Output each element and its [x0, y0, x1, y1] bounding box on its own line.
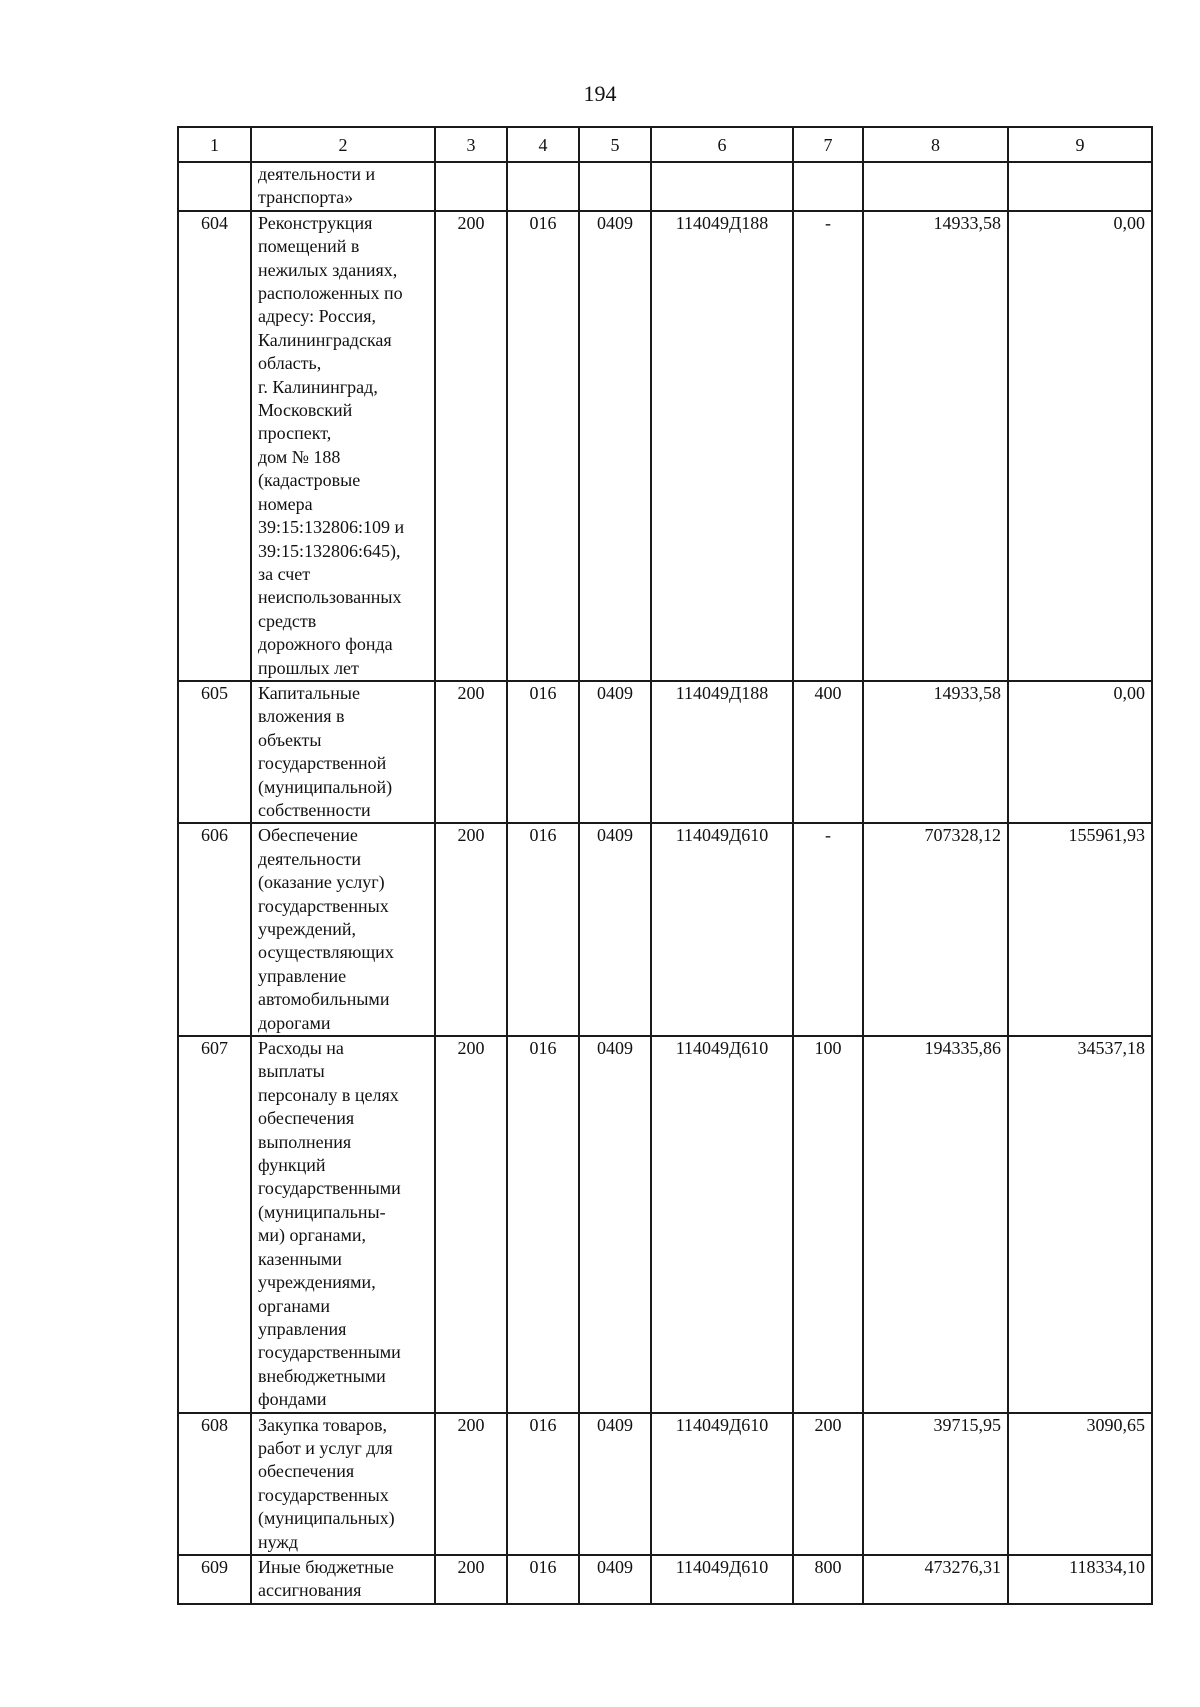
- row-name-line: обеспечения: [258, 1108, 355, 1129]
- row-name-line: персоналу в целях: [258, 1084, 399, 1105]
- row-name-line: государственных: [258, 895, 389, 916]
- row-name: [251, 1555, 435, 1604]
- cell-col5: 0409: [579, 823, 651, 1036]
- row-name-line: (муниципальны-: [258, 1201, 386, 1222]
- row-name: [251, 823, 435, 1036]
- cell-col8: 14933,58: [863, 681, 1008, 823]
- row-name-line: государственной: [258, 753, 387, 774]
- column-header: 3: [435, 127, 507, 162]
- row-name-line: прошлых лет: [258, 657, 359, 678]
- row-name-line: Реконструкция: [258, 212, 373, 233]
- row-name-line: расположенных по: [258, 283, 403, 304]
- cell-col5: 0409: [579, 1555, 651, 1604]
- cell-col3: 200: [435, 1036, 507, 1413]
- column-header: 8: [863, 127, 1008, 162]
- row-name-line: государственными: [258, 1178, 401, 1199]
- row-name-line: транспорта»: [258, 187, 354, 208]
- cell-col8: 707328,12: [863, 823, 1008, 1036]
- cell-col7: [793, 162, 863, 211]
- cell-col4: 016: [507, 1036, 579, 1413]
- table-body: [178, 162, 1152, 1604]
- row-name-line: выполнения: [258, 1131, 352, 1152]
- row-name-line: дорожного фонда: [258, 634, 393, 655]
- row-name: [251, 1413, 435, 1555]
- cell-col7: 100: [793, 1036, 863, 1413]
- cell-col6: 114049Д610: [651, 1413, 793, 1555]
- table-row: [178, 211, 1152, 681]
- row-name-line: помещений в: [258, 236, 360, 257]
- row-name-line: средств: [258, 610, 317, 631]
- row-number: 607: [178, 1036, 251, 1413]
- row-name-line: Закупка товаров,: [258, 1414, 387, 1435]
- row-name-line: деятельности: [258, 848, 362, 869]
- row-name-line: обеспечения: [258, 1461, 355, 1482]
- column-header: 2: [251, 127, 435, 162]
- row-name-line: 39:15:132806:109 и: [258, 517, 405, 538]
- budget-table: [177, 126, 1153, 1605]
- cell-col5: [579, 162, 651, 211]
- row-name-line: номера: [258, 493, 313, 514]
- row-name-line: казенными: [258, 1248, 342, 1269]
- row-name-line: вложения в: [258, 706, 345, 727]
- cell-col3: 200: [435, 211, 507, 681]
- row-name-line: деятельности и: [258, 164, 376, 184]
- row-name-line: осуществляющих: [258, 942, 394, 963]
- cell-col5: 0409: [579, 681, 651, 823]
- cell-col5: 0409: [579, 1036, 651, 1413]
- row-number: [178, 162, 251, 211]
- row-name-line: Калининградская: [258, 329, 392, 350]
- row-name-line: проспект,: [258, 423, 332, 444]
- row-name-line: (оказание услуг): [258, 872, 385, 893]
- cell-col8: [863, 162, 1008, 211]
- cell-col6: [651, 162, 793, 211]
- row-name-line: адресу: Россия,: [258, 306, 377, 327]
- row-name-line: (кадастровые: [258, 470, 361, 491]
- row-name-line: ассигнования: [258, 1580, 362, 1601]
- row-number: 609: [178, 1555, 251, 1604]
- row-name-line: неиспользованных: [258, 587, 402, 608]
- row-name-line: г. Калининград,: [258, 376, 378, 397]
- column-header: 4: [507, 127, 579, 162]
- cell-col7: 400: [793, 681, 863, 823]
- row-name-line: внебюджетными: [258, 1365, 386, 1386]
- cell-col9: 3090,65: [1008, 1413, 1152, 1555]
- cell-col6: 114049Д610: [651, 1036, 793, 1413]
- row-name: [251, 1036, 435, 1413]
- row-name-line: объекты: [258, 729, 322, 750]
- header-row: [178, 127, 1152, 162]
- table-header: [178, 127, 1152, 162]
- column-header: 5: [579, 127, 651, 162]
- cell-col5: 0409: [579, 1413, 651, 1555]
- cell-col8: 194335,86: [863, 1036, 1008, 1413]
- cell-col9: 118334,10: [1008, 1555, 1152, 1604]
- row-name-line: органами: [258, 1295, 331, 1316]
- table-row: [178, 681, 1152, 823]
- row-name-line: дом № 188: [258, 446, 341, 467]
- row-name-line: учреждениями,: [258, 1272, 376, 1293]
- row-name: [251, 211, 435, 681]
- cell-col4: 016: [507, 1413, 579, 1555]
- cell-col5: 0409: [579, 211, 651, 681]
- cell-col3: 200: [435, 1413, 507, 1555]
- row-name-line: собственности: [258, 799, 371, 820]
- row-name-line: (муниципальной): [258, 776, 393, 797]
- row-name-line: область,: [258, 353, 322, 374]
- cell-col9: 0,00: [1008, 211, 1152, 681]
- row-name-line: работ и услуг для: [258, 1437, 393, 1458]
- row-number: 606: [178, 823, 251, 1036]
- cell-col6: 114049Д188: [651, 211, 793, 681]
- row-name-line: (муниципальных): [258, 1508, 395, 1529]
- row-name-line: функций: [258, 1155, 326, 1176]
- cell-col3: 200: [435, 1555, 507, 1604]
- row-name-line: автомобильными: [258, 989, 390, 1010]
- row-name-line: Иные бюджетные: [258, 1556, 394, 1577]
- row-name-line: ми) органами,: [258, 1225, 367, 1246]
- cell-col8: 39715,95: [863, 1413, 1008, 1555]
- cell-col8: 473276,31: [863, 1555, 1008, 1604]
- table-row: [178, 1555, 1152, 1604]
- cell-col9: [1008, 162, 1152, 211]
- cell-col4: [507, 162, 579, 211]
- row-name-line: Московский: [258, 400, 353, 421]
- cell-col7: -: [793, 211, 863, 681]
- row-number: 605: [178, 681, 251, 823]
- row-name-line: учреждений,: [258, 919, 357, 939]
- row-name-line: нежилых зданиях,: [258, 259, 398, 280]
- row-name-line: управление: [258, 965, 347, 986]
- cell-col3: [435, 162, 507, 211]
- cell-col4: 016: [507, 823, 579, 1036]
- cell-col7: 800: [793, 1555, 863, 1604]
- row-name: [251, 162, 435, 211]
- table-row: [178, 1413, 1152, 1555]
- row-name-line: Расходы на: [258, 1038, 344, 1059]
- row-number: 604: [178, 211, 251, 681]
- table-row: [178, 1036, 1152, 1413]
- column-header: 1: [178, 127, 251, 162]
- cell-col6: 114049Д610: [651, 823, 793, 1036]
- column-header: 9: [1008, 127, 1152, 162]
- cell-col3: 200: [435, 681, 507, 823]
- row-number: 608: [178, 1413, 251, 1555]
- column-header: 7: [793, 127, 863, 162]
- cell-col7: 200: [793, 1413, 863, 1555]
- row-name-line: 39:15:132806:645),: [258, 540, 401, 561]
- table-row: [178, 823, 1152, 1036]
- cell-col7: -: [793, 823, 863, 1036]
- row-name-line: нужд: [258, 1531, 298, 1552]
- row-name-line: Обеспечение: [258, 825, 358, 846]
- cell-col6: 114049Д188: [651, 681, 793, 823]
- row-name-line: за счет: [258, 563, 311, 584]
- column-header: 6: [651, 127, 793, 162]
- row-name-line: фондами: [258, 1389, 327, 1410]
- row-name-line: Капитальные: [258, 682, 360, 703]
- row-name-line: дорогами: [258, 1012, 331, 1033]
- cell-col6: 114049Д610: [651, 1555, 793, 1604]
- row-name-line: государственными: [258, 1342, 401, 1363]
- row-name-line: управления: [258, 1318, 347, 1339]
- row-name-line: выплаты: [258, 1061, 325, 1082]
- cell-col9: 0,00: [1008, 681, 1152, 823]
- table-row: [178, 162, 1152, 211]
- cell-col4: 016: [507, 681, 579, 823]
- cell-col3: 200: [435, 823, 507, 1036]
- row-name-line: государственных: [258, 1484, 389, 1505]
- cell-col9: 34537,18: [1008, 1036, 1152, 1413]
- cell-col9: 155961,93: [1008, 823, 1152, 1036]
- cell-col4: 016: [507, 1555, 579, 1604]
- page-number: 194: [583, 81, 617, 106]
- row-name: [251, 681, 435, 823]
- cell-col8: 14933,58: [863, 211, 1008, 681]
- cell-col4: 016: [507, 211, 579, 681]
